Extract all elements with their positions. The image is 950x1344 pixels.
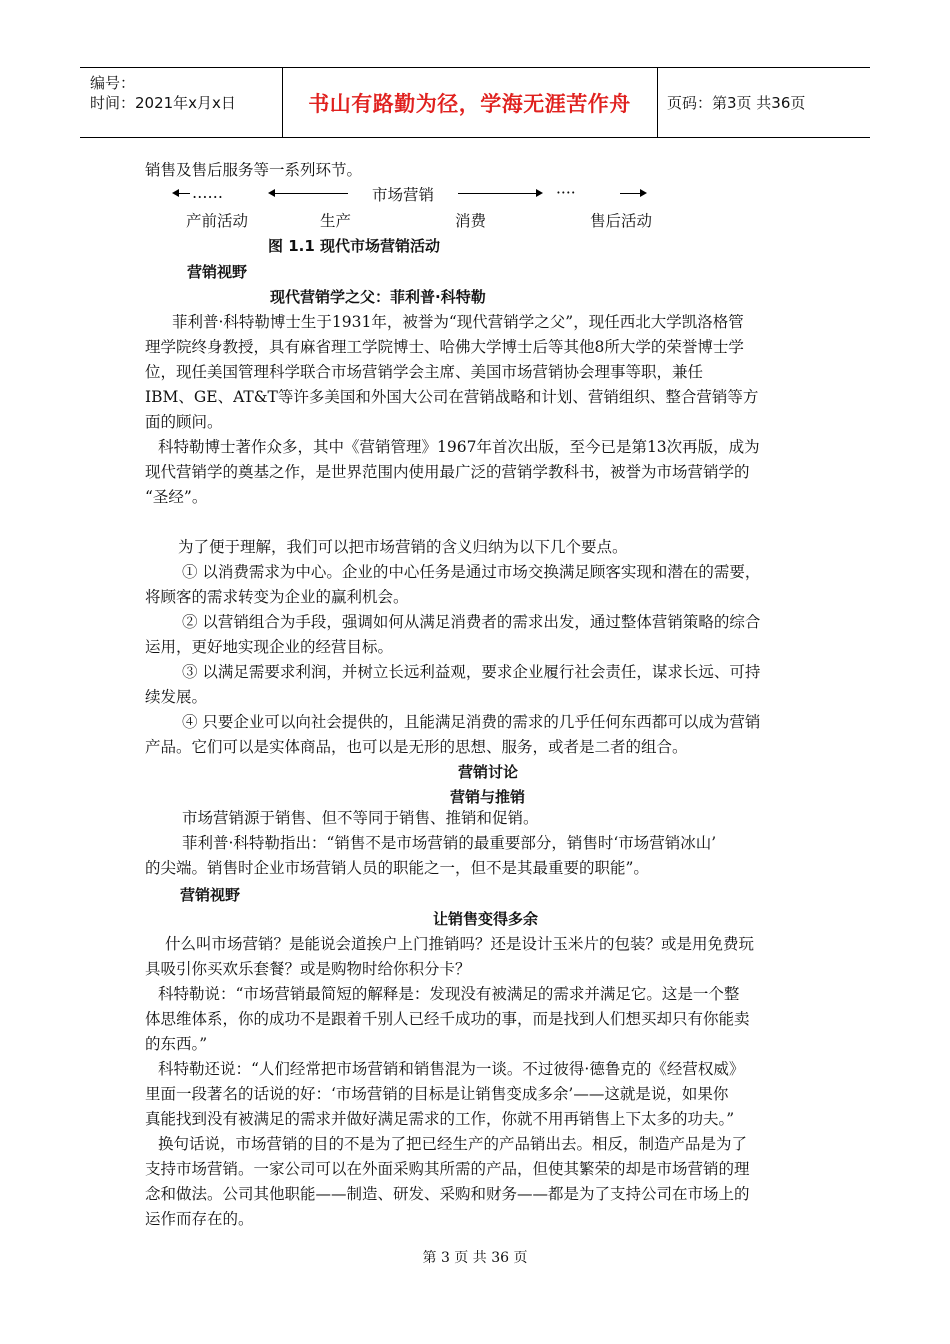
paragraph-line: 换句话说，市场营销的目的不是为了把已经生产的产品销出去。相反，制造产品是为了: [158, 1135, 748, 1153]
discussion-title: 营销与推销: [450, 788, 526, 806]
paragraph-line: 理学院终身教授，具有麻省理工学院博士、哈佛大学博士后等其他8所大学的荣誉博士学: [145, 338, 744, 356]
page-header: [80, 67, 870, 138]
section2-tag: 营销视野: [180, 886, 241, 904]
paragraph-line: “圣经”。: [145, 488, 208, 506]
paragraph-line: 续发展。: [145, 688, 208, 706]
paragraph-line: 体思维体系，你的成功不是跟着千别人已经千成功的事，而是找到人们想买却只有你能卖: [145, 1010, 750, 1028]
center-label: 市场营销: [372, 186, 435, 204]
paragraph-line: 科特勒博士著作众多，其中《营销管理》1967年首次出版，至今已是第13次再版，成为: [158, 438, 760, 456]
dots-right: ····: [556, 184, 576, 202]
paragraph-line: 念和做法。公司其他职能——制造、研发、采购和财务——都是为了支持公司在市场上的: [145, 1185, 750, 1203]
paragraph-line: 的尖端。销售时企业市场营销人员的职能之一，但不是其最重要的职能”。: [145, 859, 649, 877]
paragraph-line: ④ 只要企业可以向社会提供的，且能满足消费的需求的几乎任何东西都可以成为营销: [182, 713, 761, 731]
paragraph-line: 菲利普·科特勒博士生于1931年，被誉为“现代营销学之父”，现任西北大学凯洛格管: [172, 313, 744, 331]
figure-label-consumption: 消费: [455, 212, 487, 230]
arrow-right-line: [620, 193, 640, 194]
header-page-cell: [657, 68, 870, 137]
discussion-tag: 营销讨论: [458, 763, 519, 781]
arrow-mid-right-head: [536, 189, 543, 197]
paragraph-line: 具吸引你买欢乐套餐？或是购物时给你积分卡？: [145, 960, 471, 978]
figure-caption: 图 1.1 现代市场营销活动: [268, 237, 441, 255]
paragraph-line: 运作而存在的。: [145, 1210, 254, 1228]
paragraph-line: 的东西。”: [145, 1035, 208, 1053]
page-label: 页码：第3页 共36页: [667, 94, 806, 112]
section1-title: 现代营销学之父：菲利普·科特勒: [270, 288, 486, 306]
paragraph-line: 支持市场营销。一家公司可以在外面采购其所需的产品，但使其繁荣的却是市场营销的理: [145, 1160, 750, 1178]
section2-title: 让销售变得多余: [433, 910, 539, 928]
dots-left: ……: [192, 184, 223, 202]
header-motto-cell: [282, 68, 658, 137]
figure-label-aftersales: 售后活动: [590, 212, 653, 230]
paragraph-line: IBM、GE、AT&T等许多美国和外国大公司在营销战略和计划、营销组织、整合营销等方: [145, 388, 759, 406]
paragraph-line: 产品。它们可以是实体商品，也可以是无形的思想、服务，或者是二者的组合。: [145, 738, 688, 756]
figure-label-prestage: 产前活动: [186, 212, 249, 230]
motto: 书山有路勤为径，学海无涯苦作舟: [308, 91, 631, 116]
paragraph-line: 里面一段著名的话说的好：‘市场营销的目标是让销售变成多余’——这就是说，如果你: [145, 1085, 729, 1103]
paragraph-line: 将顾客的需求转变为企业的赢利机会。: [145, 588, 409, 606]
intro-line: 销售及售后服务等一系列环节。: [145, 161, 363, 179]
paragraph-line: 什么叫市场营销？是能说会道挨户上门推销吗？还是设计玉米片的包装？或是用免费玩: [165, 935, 755, 953]
header-meta-cell: [80, 68, 283, 137]
paragraph-line: ② 以营销组合为手段，强调如何从满足消费者的需求出发，通过整体营销策略的综合: [182, 613, 761, 631]
page-footer: 第 3 页 共 36 页: [422, 1250, 528, 1266]
paragraph-line: 为了便于理解，我们可以把市场营销的含义归纳为以下几个要点。: [178, 538, 628, 556]
paragraph-line: 面的顾问。: [145, 413, 223, 431]
figure-label-production: 生产: [320, 212, 352, 230]
section1-tag: 营销视野: [187, 263, 248, 281]
arrow-left-line: [178, 193, 190, 194]
arrow-mid-right-line: [458, 193, 536, 194]
paragraph-line: 科特勒还说：“人们经常把市场营销和销售混为一谈。不过彼得·德鲁克的《经营权威》: [158, 1060, 745, 1078]
arrow-mid-left-line: [274, 193, 348, 194]
paragraph-line: 运用，更好地实现企业的经营目标。: [145, 638, 394, 656]
number-label: 编号：: [90, 74, 136, 92]
paragraph-line: 真能找到没有被满足的需求并做好满足需求的工作，你就不用再销售上下太多的功夫。”: [145, 1110, 735, 1128]
paragraph-line: 位，现任美国管理科学联合市场营销学会主席、美国市场营销协会理事等职，兼任: [145, 363, 704, 381]
paragraph-line: ③ 以满足需要求利润，并树立长远利益观，要求企业履行社会责任，谋求长远、可持: [182, 663, 761, 681]
paragraph-line: 现代营销学的奠基之作，是世界范围内使用最广泛的营销学教科书，被誉为市场营销学的: [145, 463, 750, 481]
paragraph-line: ① 以消费需求为中心。企业的中心任务是通过市场交换满足顾客实现和潜在的需要，: [182, 563, 761, 581]
paragraph-line: 市场营销源于销售、但不等同于销售、推销和促销。: [182, 809, 539, 827]
arrow-right-head: [640, 189, 647, 197]
paragraph-line: 菲利普·科特勒指出：“销售不是市场营销的最重要部分，销售时‘市场营销冰山’: [182, 834, 717, 852]
time-label: 时间：2021年x月x日: [90, 94, 236, 112]
paragraph-line: 科特勒说：“市场营销最简短的解释是：发现没有被满足的需求并满足它。这是一个整: [158, 985, 740, 1003]
